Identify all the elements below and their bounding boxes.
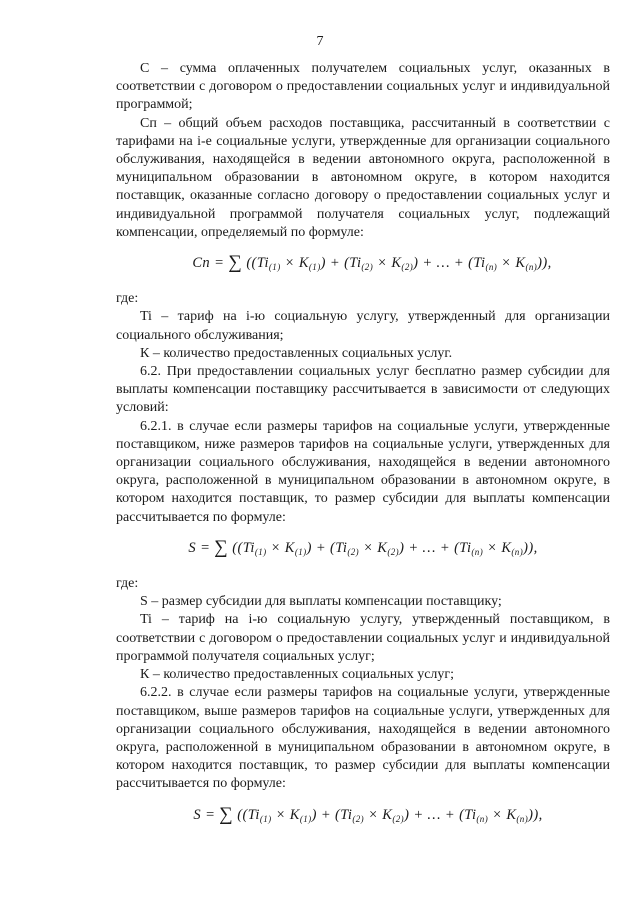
paragraph-ti-definition: Ti – тариф на i-ю социальную услугу, утвержденный поставщиком, в соответствии с договором о предоставлении социальных услуг и индивидуальной программой получателя социальных услуг; [116, 612, 610, 664]
formula-term: ) + … + (Ti [404, 806, 477, 823]
formula-term: ) + … + (Ti [399, 539, 472, 556]
paragraph-6-2-1: 6.2.1. в случае если размеры тарифов на социальные услуги, утвержденные поставщиком, ниже размеров тарифов на социальные услуги, утвержденных для организации социального обслуживания, находящейся в ведении автономного округа, расположенной в муниципальном образовании в автономном округе, в котором находится поставщик, то размер субсидии для выплаты компенсации рассчитывается по формуле: [116, 418, 610, 525]
where-label: где: [116, 576, 139, 592]
formula-subscript: (1) [308, 262, 321, 273]
formula-term: × K [497, 255, 526, 272]
formula-lhs: S [188, 539, 197, 556]
formula-term: × K [364, 806, 393, 823]
paragraph-c-definition: С – сумма оплаченных получателем социальных услуг, оказанных в соответствии с договором о предоставлении социальных услуг и индивидуальной программой; [116, 61, 610, 113]
formula-term: × K [483, 539, 512, 556]
formula-equals: = [214, 255, 225, 272]
sum-symbol: ∑ [228, 252, 243, 274]
formula-subscript: (n) [511, 546, 524, 557]
formula-lhs: Cn [192, 255, 211, 272]
formula-term: × K [266, 539, 295, 556]
formula-subscript: (2) [392, 813, 405, 824]
formula-term: )), [537, 255, 552, 272]
formula-term: × K [373, 255, 402, 272]
sum-symbol: ∑ [214, 536, 229, 558]
paragraph-k-definition: К – количество предоставленных социальных услуг. [140, 345, 453, 361]
formula-lhs: S [193, 806, 202, 823]
formula-subscript: (2) [347, 546, 360, 557]
formula-term: × K [488, 806, 517, 823]
formula-equals: = [205, 806, 216, 823]
formula-subscript: (1) [294, 546, 307, 557]
formula-subscript: (n) [476, 813, 489, 824]
formula-term: × K [271, 806, 300, 823]
formula-subscript: (n) [485, 262, 498, 273]
formula-subscript: (n) [471, 546, 484, 557]
formula-subscript: (1) [259, 813, 272, 824]
formula-equals: = [200, 539, 211, 556]
paragraph-6-2: 6.2. При предоставлении социальных услуг бесплатно размер субсидии для выплаты компенсации поставщику рассчитывается в зависимости от следующих условий: [116, 364, 610, 416]
formula-subscript: (1) [254, 546, 267, 557]
formula-subscript: (n) [525, 262, 538, 273]
paragraph-ti-definition: Ti – тариф на i-ю социальную услугу, утвержденный для организации социального обслуживания; [116, 309, 610, 343]
formula-subscript: (2) [352, 813, 365, 824]
formula-term: ) + … + (Ti [413, 255, 486, 272]
formula-cp [116, 253, 610, 276]
formula-term: ((Ti [232, 539, 255, 556]
formula-term: )), [528, 806, 543, 823]
sum-symbol: ∑ [219, 803, 234, 825]
formula-subscript: (1) [268, 262, 281, 273]
formula-subscript: (n) [516, 813, 529, 824]
paragraph-s-definition: S – размер субсидии для выплаты компенсации поставщику; [140, 594, 502, 610]
formula-term: ((Ti [237, 806, 260, 823]
formula-subscript: (1) [299, 813, 312, 824]
paragraph-k-definition: К – количество предоставленных социальных услуг; [140, 667, 455, 683]
formula-subscript: (2) [387, 546, 400, 557]
formula-subscript: (2) [361, 262, 374, 273]
formula-term: ) + (Ti [311, 806, 353, 823]
formula-term: ) + (Ti [320, 255, 362, 272]
formula-term: )), [523, 539, 538, 556]
formula-term: × K [280, 255, 309, 272]
formula-term: ) + (Ti [306, 539, 348, 556]
where-label: где: [116, 291, 139, 307]
page-number: 7 [316, 34, 324, 49]
paragraph-cp-definition: Сп – общий объем расходов поставщика, рассчитанный в соответствии с тарифами на i-е социальные услуги, утвержденные для организации социального обслуживания, находящейся в ведении автономного округа, расположенной в муниципальном образовании в автономном округе, в котором находится поставщик, оказанные согласно договору о предоставлении социальных услуг и индивидуальной программой получателя социальных услуг, подлежащий компенсации, определяемый по формуле: [116, 115, 610, 240]
formula-term: × K [359, 539, 388, 556]
formula-term: ((Ti [246, 255, 269, 272]
formula-subscript: (2) [401, 262, 414, 273]
paragraph-6-2-2: 6.2.2. в случае если размеры тарифов на социальные услуги, утвержденные поставщиком, выше размеров тарифов на социальные услуги, утвержденных для организации социального обслуживания, находящейся в ведении автономного округа, расположенной в муниципальном образовании в автономном округе, в котором находится поставщик, то размер субсидии для выплаты компенсации рассчитывается по формуле: [116, 685, 610, 792]
formula-s-higher [116, 805, 610, 828]
formula-s-lower [116, 538, 610, 561]
document-body [116, 60, 610, 837]
